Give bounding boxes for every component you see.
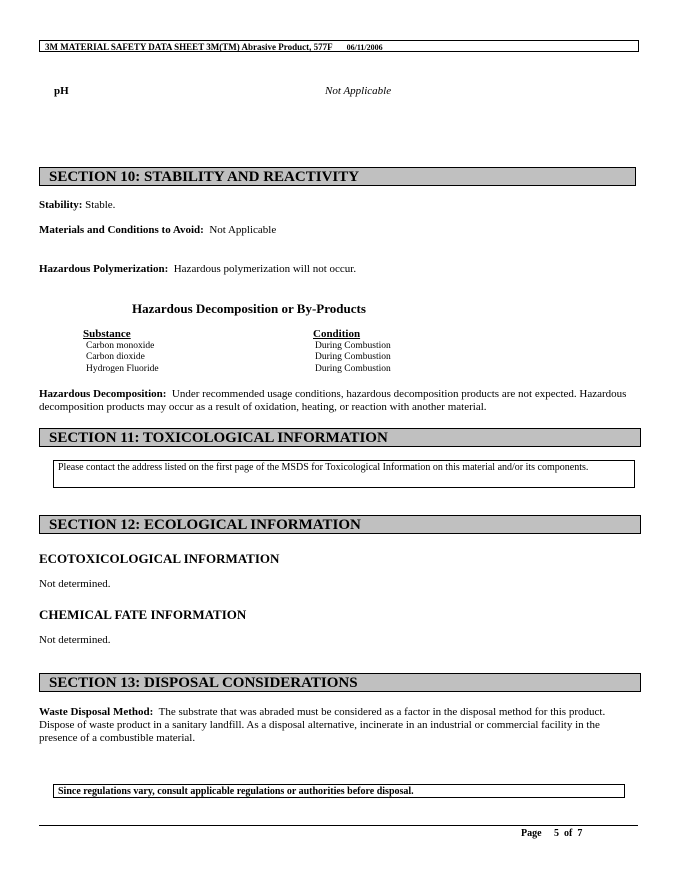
stability-value: Stable.: [85, 199, 116, 211]
decomposition-value: Under recommended usage conditions, hazardous decomposition products are not expected. Hazardous decomposition products may occur as a result of oxidation, heating, or reaction with another material.: [39, 388, 627, 413]
document-date: 06/11/2006: [346, 43, 383, 52]
ecotoxicological-heading: ECOTOXICOLOGICAL INFORMATION: [39, 551, 280, 566]
materials-value: Not Applicable: [209, 224, 277, 236]
toxicology-note: Please contact the address listed on the first page of the MSDS for Toxicological Information on this material and/or its components.: [53, 460, 635, 488]
materials-line: [39, 224, 639, 237]
condition-column-header: Condition: [313, 328, 361, 340]
page-label: Page: [521, 828, 542, 839]
substance-column-header: Substance: [83, 328, 131, 340]
stability-line: [39, 199, 639, 212]
chemical-fate-heading: CHEMICAL FATE INFORMATION: [39, 607, 247, 622]
table-cell-condition: During Combustion: [315, 364, 391, 374]
disposal-method-value: The substrate that was abraded must be considered as a factor in the disposal method for this product. Dispose of waste product in a sanitary landfill. As a disposal alternative, incinerate in an industrial or commercial facility in the presence of a combustible material.: [39, 706, 606, 744]
chemical-fate-value: Not determined.: [39, 634, 111, 646]
table-cell-condition: During Combustion: [315, 341, 391, 351]
polymerization-value: Hazardous polymerization will not occur.: [173, 263, 357, 275]
disposal-method-label: Waste Disposal Method:: [39, 706, 154, 718]
page-number: 5: [554, 828, 560, 839]
disposal-notice: Since regulations vary, consult applicable regulations or authorities before disposal.: [53, 784, 625, 798]
document-header: [39, 40, 639, 52]
page-indicator: [521, 828, 582, 839]
section-10-title: SECTION 10: STABILITY AND REACTIVITY: [39, 167, 636, 186]
section-12-title: SECTION 12: ECOLOGICAL INFORMATION: [39, 515, 641, 534]
section-11-title: SECTION 11: TOXICOLOGICAL INFORMATION: [39, 428, 641, 447]
decomposition-paragraph: [39, 388, 639, 414]
table-cell-substance: Hydrogen Fluoride: [86, 364, 159, 374]
page-total: 7: [577, 828, 583, 839]
materials-label: Materials and Conditions to Avoid:: [39, 224, 204, 236]
polymerization-line: [39, 263, 639, 276]
table-cell-substance: Carbon monoxide: [86, 341, 155, 351]
page-of-label: of: [564, 828, 573, 839]
section-13-title: SECTION 13: DISPOSAL CONSIDERATIONS: [39, 673, 641, 692]
polymerization-label: Hazardous Polymerization:: [39, 263, 169, 275]
document-title: 3M MATERIAL SAFETY DATA SHEET 3M(TM) Abrasive Product, 577F: [45, 42, 333, 52]
disposal-method-paragraph: [39, 706, 621, 745]
footer-divider: [39, 825, 638, 826]
ph-value: Not Applicable: [325, 85, 392, 97]
stability-label: Stability:: [39, 199, 83, 211]
table-cell-condition: During Combustion: [315, 352, 391, 362]
decomposition-label: Hazardous Decomposition:: [39, 388, 167, 400]
byproducts-heading: Hazardous Decomposition or By-Products: [132, 301, 366, 316]
ecotoxicological-value: Not determined.: [39, 578, 111, 590]
ph-label: pH: [54, 85, 69, 97]
table-cell-substance: Carbon dioxide: [86, 352, 145, 362]
